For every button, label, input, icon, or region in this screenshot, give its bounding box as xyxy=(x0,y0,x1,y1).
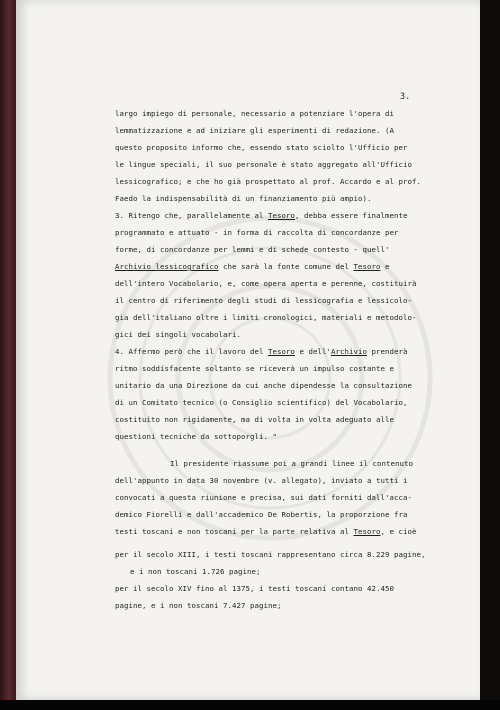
text-line xyxy=(170,459,413,468)
text-segment: per il secolo XIV fino al 1375, i testi toscani contano 42.450 xyxy=(115,584,394,593)
text-segment: programmato e attuato - in forma di raccolta di concordanze per xyxy=(115,228,399,237)
text-line xyxy=(115,364,394,373)
text-segment: testi toscani e non toscani per la parte relativa al xyxy=(115,527,354,536)
text-line xyxy=(115,601,281,610)
text-segment: 3. Ritengo che, parallelamente al xyxy=(115,211,268,220)
text-segment: dell'appunto in data 30 novembre (v. allegato), inviato a tutti i xyxy=(115,476,408,485)
underlined-title: Tesoro xyxy=(353,262,381,271)
text-line xyxy=(115,126,394,135)
underlined-title: Tesoro xyxy=(353,527,381,536)
text-segment: e i non toscani 1.726 pagine; xyxy=(130,567,261,576)
text-segment: dell'intero Vocabolario, e, come opera aperta e perenne, costituirà xyxy=(115,279,417,288)
text-line xyxy=(115,476,407,485)
text-line xyxy=(115,262,390,271)
text-segment: forme, di concordanze per lemmi e di schede contesto - quell' xyxy=(115,245,390,254)
text-segment: questioni tecniche da sottoporgli. " xyxy=(115,432,277,441)
text-segment: per il secolo XIII, i testi toscani rappresentano circa 8.229 pagine, xyxy=(115,550,426,559)
text-segment: ritmo soddisfacente soltanto se riceverà un impulso costante e xyxy=(115,364,394,373)
text-line xyxy=(115,510,407,519)
text-segment: che sarà la fonte comune del xyxy=(218,262,354,271)
text-segment: gia dell'italiano oltre i limiti cronologici, materiali e metodolo- xyxy=(115,313,417,322)
text-line xyxy=(115,432,277,441)
text-segment: demico Fiorelli e dall'accademico De Robertis, la proporzione fra xyxy=(115,510,408,519)
text-line xyxy=(115,245,389,254)
text-line xyxy=(115,177,421,186)
text-line xyxy=(115,160,412,169)
text-segment: Il presidente riassume poi a grandi linee il contenuto xyxy=(170,459,413,468)
underlined-title: Archivio lessicografico xyxy=(115,262,219,271)
text-line xyxy=(115,381,412,390)
text-segment: le lingue speciali, il suo personale è stato aggregato all'Ufficio xyxy=(115,160,412,169)
scan-bottom-edge xyxy=(0,700,500,710)
text-segment: Faedo la indispensabilità di un finanziamento più ampio). xyxy=(115,194,372,203)
text-segment: prenderà xyxy=(366,347,408,356)
text-line xyxy=(115,279,416,288)
text-line xyxy=(115,527,416,536)
text-line xyxy=(115,330,241,339)
text-segment: , debba essere finalmente xyxy=(294,211,408,220)
text-line xyxy=(115,313,416,322)
text-segment: unitario da una Direzione da cui anche dipendesse la consultazione xyxy=(115,381,412,390)
text-line xyxy=(115,550,425,559)
text-line xyxy=(115,211,407,220)
text-segment: di un Comitato tecnico (o Consiglio scientifico) del Vocabolario, xyxy=(115,398,408,407)
text-segment: e dell' xyxy=(294,347,331,356)
page-number: 3. xyxy=(400,92,411,102)
text-segment: pagine, e i non toscani 7.427 pagine; xyxy=(115,601,282,610)
text-segment: costituito non rigidamente, ma di volta in volta adeguato alle xyxy=(115,415,394,424)
book-binding xyxy=(0,0,16,700)
underlined-title: Tesoro xyxy=(267,211,295,220)
underlined-title: Archivio xyxy=(330,347,367,356)
text-segment: lemmatizzazione e ad iniziare gli esperimenti di redazione. (A xyxy=(115,126,394,135)
text-line xyxy=(115,143,407,152)
text-line xyxy=(115,194,371,203)
text-line xyxy=(115,584,394,593)
underlined-title: Tesoro xyxy=(267,347,295,356)
text-line xyxy=(115,347,407,356)
text-line xyxy=(115,398,407,407)
text-segment: il centro di riferimento degli studi di lessicografia e lessicolo- xyxy=(115,296,412,305)
text-segment: lessicografico; e che ho già prospettato al prof. Accardo e al prof. xyxy=(115,177,421,186)
text-line xyxy=(115,415,394,424)
text-segment: e xyxy=(380,262,390,271)
text-segment: largo impiego di personale, necessario a potenziare l'opera di xyxy=(115,109,394,118)
text-segment: convocati a questa riunione e precisa, sui dati forniti dall'acca- xyxy=(115,493,412,502)
text-line xyxy=(115,493,412,502)
text-line xyxy=(130,567,261,576)
document-page xyxy=(16,0,480,700)
text-line xyxy=(115,296,412,305)
text-segment: , e cioè xyxy=(380,527,417,536)
text-line xyxy=(115,228,398,237)
text-segment: questo proposito informo che, essendo stato sciolto l'Ufficio per xyxy=(115,143,408,152)
text-segment: gici dei singoli vocabolari. xyxy=(115,330,241,339)
text-segment: 4. Affermo però che il lavoro del xyxy=(115,347,268,356)
text-line xyxy=(115,109,394,118)
